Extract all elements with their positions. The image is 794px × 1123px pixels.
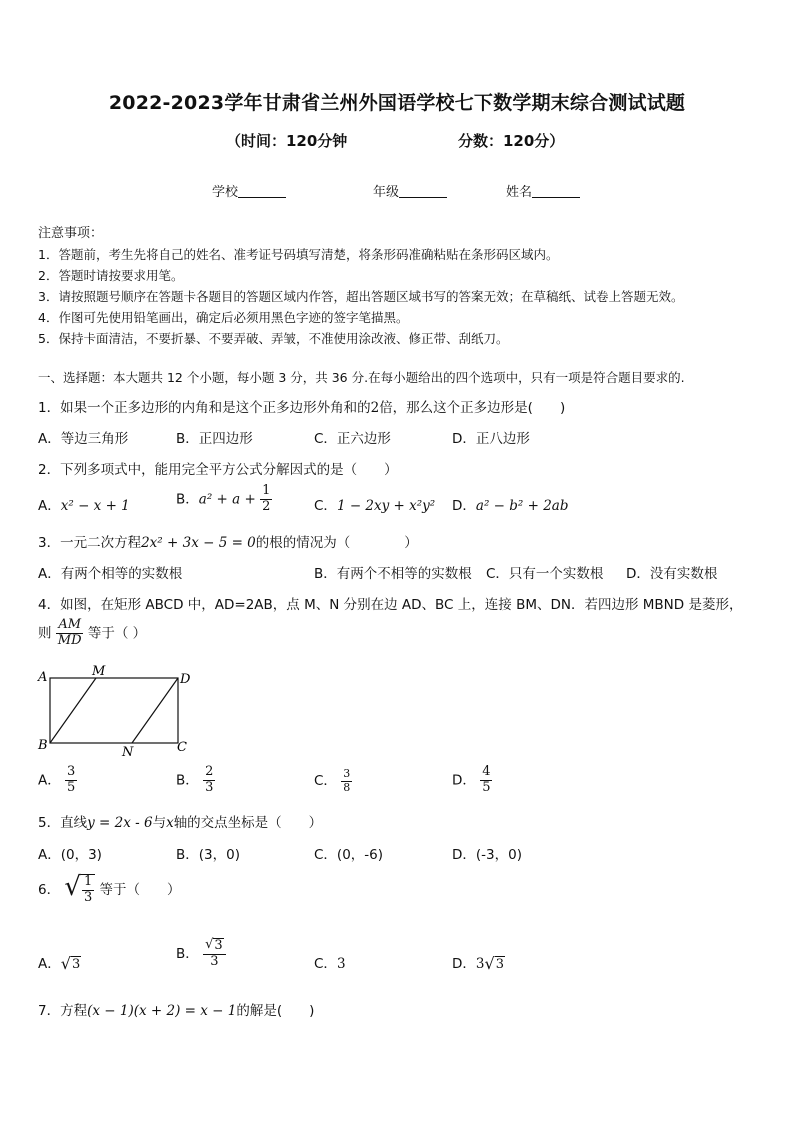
q6-option-b[interactable]: B． √ 3 3 (176, 938, 226, 970)
question-5-stem: 5．直线y = 2x - 6与x轴的交点坐标是（ ） (38, 815, 323, 831)
rectangle-abcd (50, 678, 178, 743)
q4-option-d[interactable]: D． $\frac{4}{5}$ (452, 764, 491, 795)
note-item: 3．请按照题号顺序在答题卡各题目的答题区域内作答，超出答题区域书写的答案无效；在草稿纸、试卷上答题无效。 (38, 289, 684, 304)
name-label: 姓名 (506, 185, 533, 200)
question-2-stem: 2．下列多项式中，能用完全平方公式分解因式的是（ ） (38, 462, 398, 478)
q2-option-a[interactable]: A．x² − x + 1 (38, 498, 130, 514)
exam-score: 分数：120分） (458, 132, 565, 150)
question-7-stem: 7．方程(x − 1)(x + 2) = x − 1的解是( ) (38, 1003, 315, 1019)
segment-dn (132, 678, 178, 743)
question-6-stem: 6． √ $\frac{1}{3}$ 等于（ ） (38, 872, 181, 905)
label-n: N (122, 745, 134, 760)
school-label: 学校 (212, 185, 239, 200)
q1-option-c[interactable]: C．正六边形 (314, 431, 391, 447)
question-4-stem: 4．如图，在矩形 ABCD 中，AD=2AB，点 M、N 分别在边 AD、BC 上，连接 BM、DN．若四边形 MBND 是菱形， (38, 597, 743, 613)
q3-option-b[interactable]: B．有两个不相等的实数根 (314, 566, 472, 582)
note-item: 1．答题前，考生先将自己的姓名、准考证号码填写清楚，将条形码准确粘贴在条形码区域内。 (38, 247, 559, 262)
grade-field (373, 181, 447, 200)
q4-option-a[interactable]: A． $\frac{3}{5}$ (38, 764, 76, 795)
notes-title: 注意事项： (38, 226, 104, 241)
q5-option-a[interactable]: A．(0，3) (38, 847, 102, 863)
note-item: 2．答题时请按要求用笔。 (38, 268, 184, 283)
q5-option-c[interactable]: C．(0，-6) (314, 847, 384, 863)
q4-option-c[interactable]: C． $\frac{3}{8}$ (314, 767, 351, 794)
q5-option-b[interactable]: B．(3，0) (176, 847, 240, 863)
q6-option-d[interactable]: D．3 √ 3 (452, 954, 504, 973)
q3-option-d[interactable]: D．没有实数根 (626, 566, 718, 582)
question-3-stem: 3．一元二次方程2x² + 3x − 5 = 0的根的情况为（ ） (38, 535, 418, 551)
q3-option-a[interactable]: A．有两个相等的实数根 (38, 566, 183, 582)
q2-option-c[interactable]: C．1 − 2xy + x²y² (314, 498, 436, 514)
name-field (506, 181, 580, 200)
school-field (212, 181, 286, 200)
grade-label: 年级 (373, 185, 400, 200)
label-a: A (38, 670, 48, 685)
label-d: D (180, 672, 191, 687)
grade-blank[interactable] (399, 185, 447, 198)
question-1-stem: 1．如果一个正多边形的内角和是这个正多边形外角和的2倍，那么这个正多边形是( ) (38, 400, 566, 416)
q6-option-c[interactable]: C．3 (314, 956, 346, 972)
label-m: M (92, 664, 106, 679)
q2-option-d[interactable]: D．a² − b² + 2ab (452, 498, 569, 514)
q4-option-b[interactable]: B． $\frac{2}{3}$ (176, 764, 214, 795)
label-c: C (177, 740, 187, 755)
label-b: B (38, 738, 48, 753)
q1-option-d[interactable]: D．正八边形 (452, 431, 530, 447)
rectangle-figure (30, 660, 205, 760)
section-heading: 一、选择题：本大题共 12 个小题，每小题 3 分，共 36 分.在每小题给出的四个选项中，只有一项是符合题目要求的. (38, 370, 685, 385)
page-title: 2022-2023学年甘肃省兰州外国语学校七下数学期末综合测试试题 (108, 92, 686, 114)
q6-option-a[interactable]: A． √ 3 (38, 954, 81, 973)
q1-option-a[interactable]: A．等边三角形 (38, 431, 129, 447)
name-blank[interactable] (532, 185, 580, 198)
q4-fraction: $\frac{AM}{MD}$ (57, 617, 82, 648)
q3-option-c[interactable]: C．只有一个实数根 (486, 566, 604, 582)
school-blank[interactable] (238, 185, 286, 198)
segment-bm (50, 678, 96, 743)
note-item: 5．保持卡面清洁，不要折暴、不要弄破、弄皱，不准使用涂改液、修正带、刮纸刀。 (38, 331, 509, 346)
q2-b-fraction: $\frac{1}{2}$ (262, 483, 271, 514)
exam-time: （时间：120分钟 (226, 132, 348, 150)
q1-option-b[interactable]: B．正四边形 (176, 431, 253, 447)
q2-option-b[interactable]: B．a² + a + $\frac{1}{2}$ (176, 483, 271, 514)
q6-root: √ $\frac{1}{3}$ (64, 874, 95, 906)
question-4-tail: 则 $\frac{AM}{MD}$ 等于（ ） (38, 617, 147, 648)
q5-option-d[interactable]: D．(-3，0) (452, 847, 522, 863)
note-item: 4．作图可先使用铅笔画出，确定后必须用黑色字迹的签字笔描黑。 (38, 310, 409, 325)
